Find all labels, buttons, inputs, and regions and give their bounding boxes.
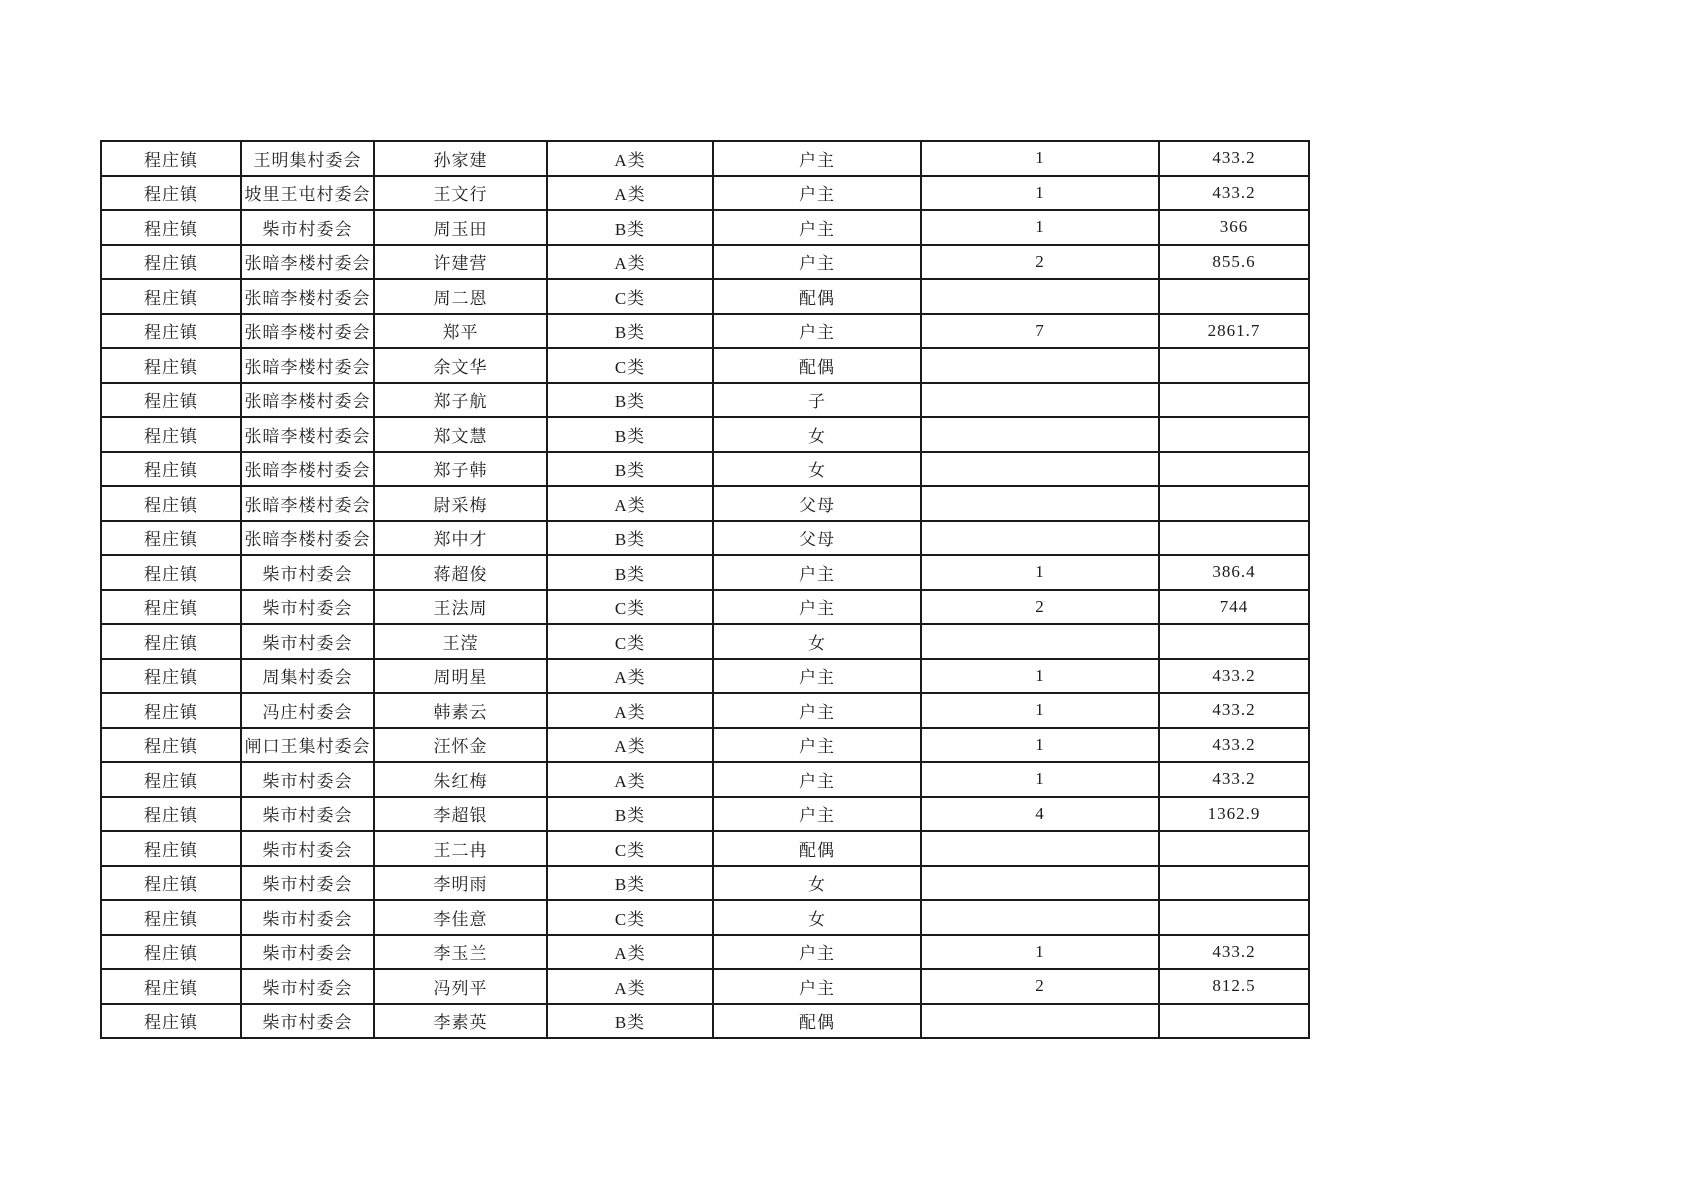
cell-members: 4 <box>921 797 1159 832</box>
cell-category: B类 <box>547 314 713 349</box>
cell-village: 柴市村委会 <box>241 900 374 935</box>
cell-relation: 户主 <box>713 245 921 280</box>
cell-village: 张暗李楼村委会 <box>241 348 374 383</box>
cell-amount: 433.2 <box>1159 141 1309 176</box>
cell-relation: 配偶 <box>713 831 921 866</box>
cell-members: 7 <box>921 314 1159 349</box>
cell-name: 孙家建 <box>374 141 547 176</box>
table-row <box>101 866 1309 901</box>
cell-village: 柴市村委会 <box>241 210 374 245</box>
cell-name: 李玉兰 <box>374 935 547 970</box>
cell-amount <box>1159 866 1309 901</box>
cell-category: A类 <box>547 969 713 1004</box>
cell-town: 程庄镇 <box>101 486 241 521</box>
table-row <box>101 486 1309 521</box>
cell-amount <box>1159 452 1309 487</box>
cell-relation: 户主 <box>713 314 921 349</box>
cell-members <box>921 866 1159 901</box>
cell-amount: 433.2 <box>1159 728 1309 763</box>
table-row <box>101 797 1309 832</box>
cell-village: 张暗李楼村委会 <box>241 383 374 418</box>
cell-members <box>921 1004 1159 1039</box>
table-row <box>101 452 1309 487</box>
cell-category: B类 <box>547 1004 713 1039</box>
cell-amount <box>1159 383 1309 418</box>
cell-village: 冯庄村委会 <box>241 693 374 728</box>
cell-category: B类 <box>547 383 713 418</box>
cell-category: B类 <box>547 555 713 590</box>
cell-relation: 户主 <box>713 969 921 1004</box>
cell-town: 程庄镇 <box>101 728 241 763</box>
cell-village: 王明集村委会 <box>241 141 374 176</box>
cell-name: 郑中才 <box>374 521 547 556</box>
cell-category: A类 <box>547 141 713 176</box>
cell-town: 程庄镇 <box>101 210 241 245</box>
table-row <box>101 659 1309 694</box>
cell-relation: 户主 <box>713 728 921 763</box>
cell-relation: 女 <box>713 900 921 935</box>
cell-amount: 366 <box>1159 210 1309 245</box>
cell-relation: 配偶 <box>713 279 921 314</box>
cell-town: 程庄镇 <box>101 866 241 901</box>
cell-members <box>921 452 1159 487</box>
cell-town: 程庄镇 <box>101 659 241 694</box>
cell-category: B类 <box>547 521 713 556</box>
table-row <box>101 417 1309 452</box>
table-row <box>101 555 1309 590</box>
cell-name: 汪怀金 <box>374 728 547 763</box>
cell-village: 周集村委会 <box>241 659 374 694</box>
cell-relation: 户主 <box>713 693 921 728</box>
cell-village: 张暗李楼村委会 <box>241 314 374 349</box>
cell-members: 1 <box>921 210 1159 245</box>
cell-town: 程庄镇 <box>101 590 241 625</box>
table-row <box>101 176 1309 211</box>
cell-category: C类 <box>547 900 713 935</box>
table-row <box>101 762 1309 797</box>
cell-town: 程庄镇 <box>101 797 241 832</box>
cell-name: 王文行 <box>374 176 547 211</box>
cell-town: 程庄镇 <box>101 141 241 176</box>
cell-amount: 433.2 <box>1159 935 1309 970</box>
cell-relation: 户主 <box>713 762 921 797</box>
cell-category: C类 <box>547 831 713 866</box>
cell-members: 2 <box>921 590 1159 625</box>
cell-amount <box>1159 279 1309 314</box>
cell-relation: 户主 <box>713 797 921 832</box>
cell-members <box>921 900 1159 935</box>
cell-relation: 配偶 <box>713 1004 921 1039</box>
table-row <box>101 590 1309 625</box>
cell-relation: 户主 <box>713 176 921 211</box>
cell-category: A类 <box>547 659 713 694</box>
cell-relation: 户主 <box>713 210 921 245</box>
cell-amount <box>1159 521 1309 556</box>
cell-category: C类 <box>547 624 713 659</box>
cell-category: C类 <box>547 590 713 625</box>
cell-relation: 女 <box>713 417 921 452</box>
cell-village: 柴市村委会 <box>241 831 374 866</box>
cell-relation: 女 <box>713 866 921 901</box>
cell-village: 柴市村委会 <box>241 624 374 659</box>
table-row <box>101 210 1309 245</box>
cell-category: A类 <box>547 486 713 521</box>
cell-members: 2 <box>921 969 1159 1004</box>
cell-amount: 433.2 <box>1159 659 1309 694</box>
cell-category: B类 <box>547 866 713 901</box>
cell-village: 张暗李楼村委会 <box>241 521 374 556</box>
cell-relation: 户主 <box>713 659 921 694</box>
cell-name: 李佳意 <box>374 900 547 935</box>
cell-town: 程庄镇 <box>101 417 241 452</box>
cell-members <box>921 624 1159 659</box>
table-row <box>101 969 1309 1004</box>
cell-members <box>921 279 1159 314</box>
cell-amount <box>1159 1004 1309 1039</box>
cell-town: 程庄镇 <box>101 624 241 659</box>
table-row <box>101 900 1309 935</box>
table-row <box>101 314 1309 349</box>
cell-village: 坡里王屯村委会 <box>241 176 374 211</box>
cell-members <box>921 417 1159 452</box>
cell-category: A类 <box>547 176 713 211</box>
cell-name: 朱红梅 <box>374 762 547 797</box>
cell-category: C类 <box>547 348 713 383</box>
cell-name: 蒋超俊 <box>374 555 547 590</box>
cell-members <box>921 521 1159 556</box>
table-row <box>101 383 1309 418</box>
cell-name: 李素英 <box>374 1004 547 1039</box>
cell-village: 柴市村委会 <box>241 590 374 625</box>
cell-village: 闸口王集村委会 <box>241 728 374 763</box>
cell-members: 1 <box>921 555 1159 590</box>
cell-town: 程庄镇 <box>101 279 241 314</box>
cell-amount: 1362.9 <box>1159 797 1309 832</box>
table-row <box>101 624 1309 659</box>
cell-members: 1 <box>921 141 1159 176</box>
cell-town: 程庄镇 <box>101 176 241 211</box>
cell-relation: 配偶 <box>713 348 921 383</box>
cell-village: 张暗李楼村委会 <box>241 279 374 314</box>
cell-name: 郑子韩 <box>374 452 547 487</box>
cell-village: 柴市村委会 <box>241 969 374 1004</box>
cell-name: 许建营 <box>374 245 547 280</box>
cell-town: 程庄镇 <box>101 314 241 349</box>
cell-amount <box>1159 831 1309 866</box>
cell-name: 尉采梅 <box>374 486 547 521</box>
cell-town: 程庄镇 <box>101 1004 241 1039</box>
cell-relation: 户主 <box>713 590 921 625</box>
cell-members: 1 <box>921 693 1159 728</box>
cell-name: 余文华 <box>374 348 547 383</box>
cell-relation: 女 <box>713 624 921 659</box>
cell-name: 郑平 <box>374 314 547 349</box>
cell-name: 韩素云 <box>374 693 547 728</box>
table-body <box>101 141 1309 1038</box>
cell-village: 柴市村委会 <box>241 762 374 797</box>
cell-town: 程庄镇 <box>101 831 241 866</box>
cell-name: 王二冉 <box>374 831 547 866</box>
cell-town: 程庄镇 <box>101 762 241 797</box>
cell-name: 王法周 <box>374 590 547 625</box>
cell-town: 程庄镇 <box>101 521 241 556</box>
cell-category: B类 <box>547 452 713 487</box>
cell-category: B类 <box>547 210 713 245</box>
cell-amount: 744 <box>1159 590 1309 625</box>
cell-members: 2 <box>921 245 1159 280</box>
cell-amount <box>1159 624 1309 659</box>
cell-village: 张暗李楼村委会 <box>241 452 374 487</box>
cell-members <box>921 383 1159 418</box>
cell-category: A类 <box>547 245 713 280</box>
cell-town: 程庄镇 <box>101 900 241 935</box>
cell-town: 程庄镇 <box>101 555 241 590</box>
table-row <box>101 935 1309 970</box>
cell-amount <box>1159 417 1309 452</box>
table-row <box>101 279 1309 314</box>
cell-village: 柴市村委会 <box>241 1004 374 1039</box>
cell-amount: 386.4 <box>1159 555 1309 590</box>
table-row <box>101 521 1309 556</box>
cell-village: 柴市村委会 <box>241 797 374 832</box>
cell-town: 程庄镇 <box>101 452 241 487</box>
cell-members: 1 <box>921 762 1159 797</box>
cell-relation: 户主 <box>713 555 921 590</box>
cell-members <box>921 486 1159 521</box>
cell-relation: 户主 <box>713 935 921 970</box>
table-row <box>101 1004 1309 1039</box>
cell-members <box>921 348 1159 383</box>
cell-amount: 2861.7 <box>1159 314 1309 349</box>
cell-amount <box>1159 348 1309 383</box>
cell-category: A类 <box>547 935 713 970</box>
cell-name: 郑文慧 <box>374 417 547 452</box>
cell-village: 张暗李楼村委会 <box>241 245 374 280</box>
cell-relation: 父母 <box>713 521 921 556</box>
cell-amount: 855.6 <box>1159 245 1309 280</box>
cell-members: 1 <box>921 176 1159 211</box>
cell-village: 张暗李楼村委会 <box>241 417 374 452</box>
cell-amount <box>1159 486 1309 521</box>
cell-town: 程庄镇 <box>101 245 241 280</box>
cell-relation: 子 <box>713 383 921 418</box>
cell-amount: 433.2 <box>1159 762 1309 797</box>
cell-town: 程庄镇 <box>101 969 241 1004</box>
cell-category: A类 <box>547 693 713 728</box>
cell-name: 郑子航 <box>374 383 547 418</box>
cell-name: 周明星 <box>374 659 547 694</box>
cell-village: 张暗李楼村委会 <box>241 486 374 521</box>
cell-name: 冯列平 <box>374 969 547 1004</box>
beneficiary-table <box>100 140 1310 1039</box>
cell-town: 程庄镇 <box>101 383 241 418</box>
table-row <box>101 728 1309 763</box>
cell-amount: 812.5 <box>1159 969 1309 1004</box>
cell-category: B类 <box>547 417 713 452</box>
table-row <box>101 831 1309 866</box>
cell-town: 程庄镇 <box>101 935 241 970</box>
cell-relation: 女 <box>713 452 921 487</box>
cell-amount: 433.2 <box>1159 693 1309 728</box>
cell-town: 程庄镇 <box>101 693 241 728</box>
cell-members: 1 <box>921 728 1159 763</box>
table-row <box>101 141 1309 176</box>
cell-amount <box>1159 900 1309 935</box>
cell-name: 周二恩 <box>374 279 547 314</box>
cell-category: C类 <box>547 279 713 314</box>
cell-relation: 户主 <box>713 141 921 176</box>
cell-town: 程庄镇 <box>101 348 241 383</box>
table-row <box>101 693 1309 728</box>
cell-relation: 父母 <box>713 486 921 521</box>
table-row <box>101 348 1309 383</box>
cell-name: 周玉田 <box>374 210 547 245</box>
cell-name: 李超银 <box>374 797 547 832</box>
table-row <box>101 245 1309 280</box>
cell-members: 1 <box>921 935 1159 970</box>
cell-name: 李明雨 <box>374 866 547 901</box>
cell-members <box>921 831 1159 866</box>
cell-category: B类 <box>547 797 713 832</box>
cell-members: 1 <box>921 659 1159 694</box>
cell-village: 柴市村委会 <box>241 866 374 901</box>
cell-category: A类 <box>547 762 713 797</box>
cell-village: 柴市村委会 <box>241 555 374 590</box>
cell-village: 柴市村委会 <box>241 935 374 970</box>
cell-category: A类 <box>547 728 713 763</box>
cell-name: 王滢 <box>374 624 547 659</box>
cell-amount: 433.2 <box>1159 176 1309 211</box>
